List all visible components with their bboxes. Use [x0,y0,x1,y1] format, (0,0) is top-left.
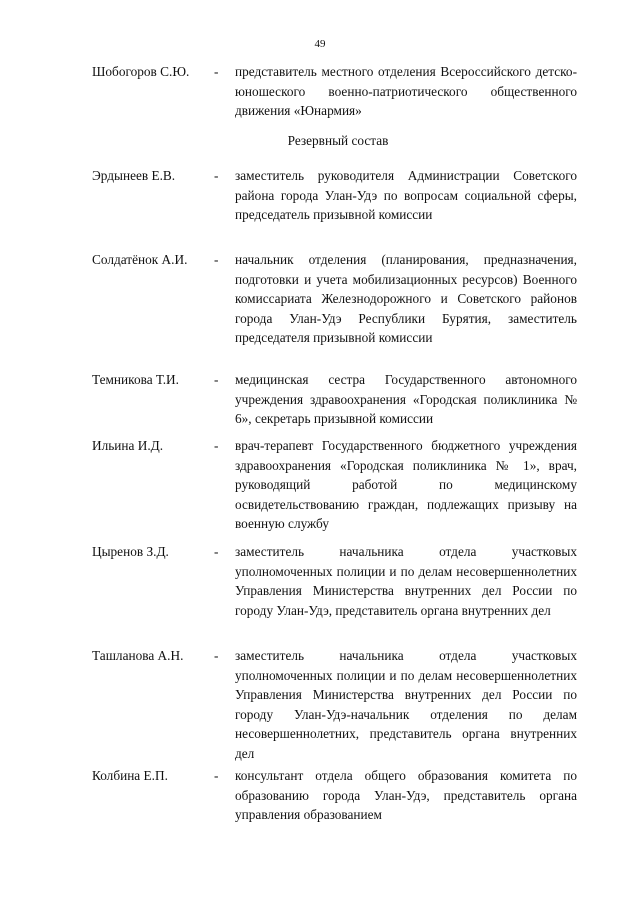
page-number: 49 [314,38,326,50]
dash-separator: - [214,648,219,663]
member-name: Шобогоров С.Ю. [92,64,190,79]
dash-separator: - [214,438,219,453]
member-description: заместитель начальника отдела участковых уполномоченных полиции и по делам несовершеннолетних Управления Министерства внутренних дел России по городу Улан-Удэ, представитель органа внутренних дел [235,544,577,618]
member-name: Темникова Т.И. [92,372,179,387]
member-description: медицинская сестра Государственного автономного учреждения здравоохранения «Городская поликлиника № 6», секретарь призывной комиссии [235,372,577,426]
member-name: Ильина И.Д. [92,438,164,453]
member-description: консультант отдела общего образования комитета по образованию города Улан-Удэ, представитель органа управления образованием [235,768,577,822]
section-heading: Резервный состав [287,133,389,148]
dash-separator: - [214,64,219,79]
member-name: Ташланова А.Н. [92,648,184,663]
dash-separator: - [214,252,219,267]
member-description: заместитель руководителя Администрации Советского района города Улан-Удэ по вопросам социальной сферы, председатель призывной комиссии [235,168,577,222]
dash-separator: - [214,544,219,559]
member-name: Колбина Е.П. [92,768,168,783]
dash-separator: - [214,768,219,783]
dash-separator: - [214,168,219,183]
member-description: заместитель начальника отдела участковых уполномоченных полиции и по делам несовершеннолетних Управления Министерства внутренних дел России по городу Улан-Удэ-начальник отделения по делам несовершеннолетних, представитель органа внутренних дел [235,648,577,761]
member-description: представитель местного отделения Всероссийского детско-юношеского военно-патриотического общественного движения «Юнармия» [235,64,577,118]
member-name: Эрдынеев Е.В. [92,168,176,183]
member-name: Цыренов З.Д. [92,544,169,559]
dash-separator: - [214,372,219,387]
member-name: Солдатёнок А.И. [92,252,188,267]
member-description: начальник отделения (планирования, предназначения, подготовки и учета мобилизационных ресурсов) Военного комиссариата Железнодорожного и Советского районов города Улан-Удэ Республики Бурятия, заместитель председателя призывной комиссии [235,252,577,345]
member-description: врач-терапевт Государственного бюджетного учреждения здравоохранения «Городская поликлиника № 1», врач, руководящий работой по медицинскому освидетельствованию граждан, подлежащих призыву на военную службу [235,438,577,531]
